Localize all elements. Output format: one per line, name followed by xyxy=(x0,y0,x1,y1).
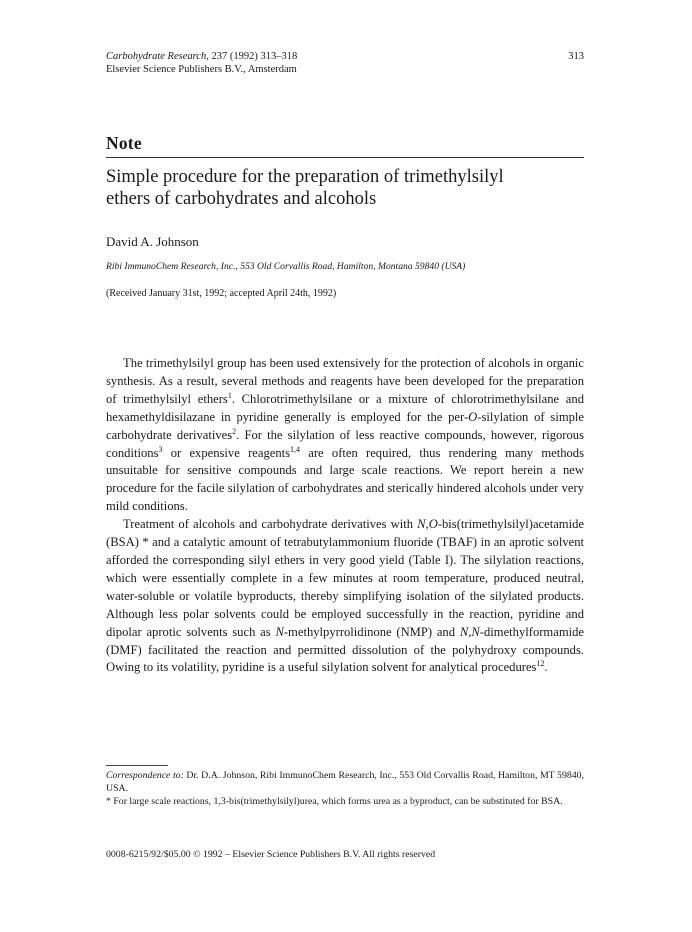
ref-superscript: 2 xyxy=(232,426,237,436)
body-paragraph-1: The trimethylsilyl group has been used extensively for the protection of alcohols in organic synthesis. As a result, several methods and reagents have been developed for the preparation of trimethylsilyl ethers$^1$. Chlorotrimethylsilane or a mixture of chlorotrimethylsilane and hexamethyldisilazane in pyridine generally is employed for the per-O-silylation of simple carbohydrate derivatives$^2$. For the silylation of less reactive compounds, however, rigorous conditions$^3$ or expensive reagents$^{1,4}$ are often required, thus rendering many methods unsuitable for sensitive compounds and large scale reactions. We report herein a new procedure for the facile silylation of carbohydrates and sterically hindered alcohols under very mild conditions. xyxy=(106,356,585,514)
publisher-line: Elsevier Science Publishers B.V., Amsterdam xyxy=(106,64,297,75)
journal-citation xyxy=(106,50,584,63)
ref-superscript: 12 xyxy=(536,659,545,669)
body-paragraph-2: Treatment of alcohols and carbohydrate derivatives with N,O-bis(trimethylsilyl)acetamide (BSA) * and a catalytic amount of tetrabutylammonium fluoride (TBAF) in an aprotic solvent afforded the corresponding silyl ethers in very good yield (Table I). The silylation reactions, which were essentially complete in a few minutes at room temperature, produced neutral, water-soluble or volatile byproducts, thereby simplifying isolation of the silylated products. Although less polar solvents could be employed successfully in the reaction, pyridine and dipolar aprotic solvents such as N-methylpyrrolidinone (NMP) and N,N-dimethylformamide (DMF) facilitated the reaction and permitted dissolution of the polyhydroxy compounds. Owing to its volatility, pyridine is a useful silylation solvent for analytical procedures$^{12}$. xyxy=(106,517,584,675)
title-line-1: Simple procedure for the preparation of trimethylsilyl xyxy=(106,167,504,187)
author-affiliation: Ribi ImmunoChem Research, Inc., 553 Old Corvallis Road, Hamilton, Montana 59840 (USA) xyxy=(106,261,466,272)
correspondence-footnote: Correspondence to: Dr. D.A. Johnson, Ribi ImmunoChem Research, Inc., 553 Old Corvallis Road, Hamilton, MT 59840, USA. xyxy=(106,770,584,794)
section-rule xyxy=(106,157,584,158)
author-name: David A. Johnson xyxy=(106,234,199,249)
copyright-line: 0008-6215/92/$05.00 © 1992 – Elsevier Science Publishers B.V. All rights reserved xyxy=(106,849,436,860)
journal-name: Carbohydrate Research, xyxy=(106,51,209,62)
volume-pages: 237 (1992) 313–318 xyxy=(211,51,298,62)
paper-page xyxy=(106,0,584,932)
article-body xyxy=(106,355,584,677)
footnote-rule xyxy=(106,765,168,766)
footnotes xyxy=(106,770,584,808)
received-accepted-dates: (Received January 31st, 1992; accepted April 24th, 1992) xyxy=(106,288,337,299)
title-line-2: ethers of carbohydrates and alcohols xyxy=(106,189,377,209)
page-number: 313 xyxy=(568,51,584,62)
ref-superscript: 1,4 xyxy=(290,444,301,454)
ref-superscript: 1 xyxy=(227,390,232,400)
section-label: Note xyxy=(106,133,142,153)
ref-superscript: 3 xyxy=(158,444,163,454)
article-title xyxy=(106,166,584,210)
running-head xyxy=(106,50,584,76)
star-footnote: * For large scale reactions, 1,3-bis(trimethylsilyl)urea, which forms urea as a byproduct, can be substituted for BSA. xyxy=(106,795,563,807)
